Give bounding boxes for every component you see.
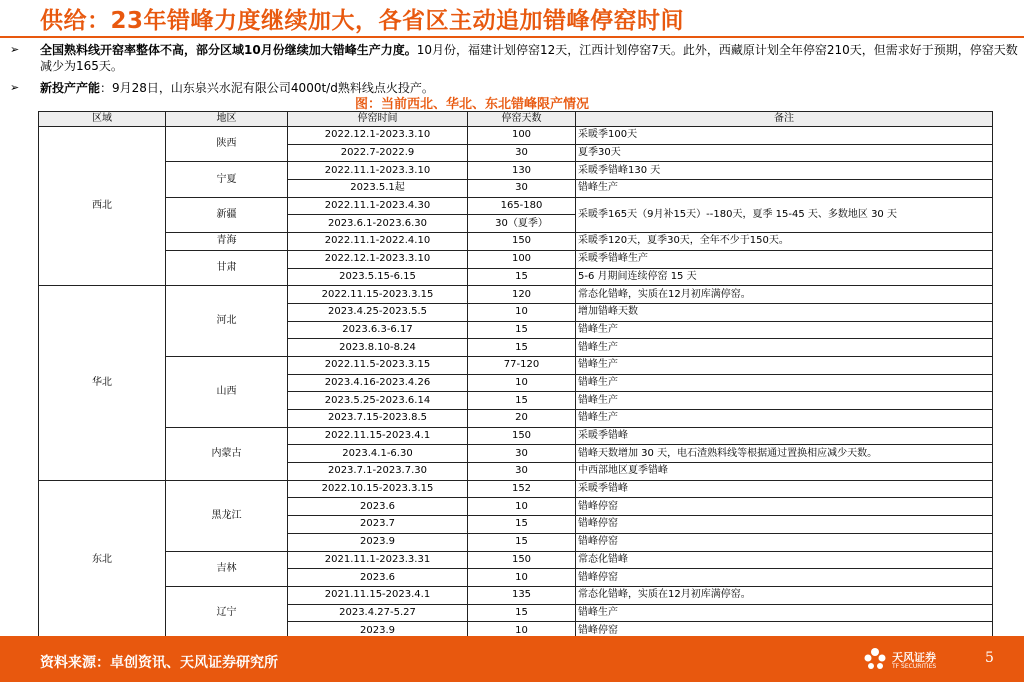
days-cell: 30 xyxy=(468,144,576,162)
flower-logo-icon xyxy=(862,646,888,672)
source-note: 资料来源：卓创资讯、天风证券研究所 xyxy=(40,655,278,671)
note-cell: 常态化错峰，实质在12月初库满停窑。 xyxy=(576,586,993,604)
note-cell: 常态化错峰，实质在12月初库满停窑。 xyxy=(576,286,993,304)
days-cell: 15 xyxy=(468,533,576,551)
time-cell: 2023.4.1-6.30 xyxy=(288,445,468,463)
time-cell: 2023.6 xyxy=(288,498,468,516)
bullet-bold-text: 新投产产能 xyxy=(40,81,101,95)
header-note: 备注 xyxy=(576,112,993,127)
days-cell: 150 xyxy=(468,233,576,251)
bullet-text: ：9月28日，山东泉兴水泥有限公司4000t/d熟料线点火投产。 xyxy=(100,81,434,95)
note-cell: 错峰天数增加 30 天，电石渣熟料线等根据通过置换相应减少天数。 xyxy=(576,445,993,463)
area-cell: 新疆 xyxy=(166,197,288,232)
area-cell: 吉林 xyxy=(166,551,288,586)
table-row xyxy=(39,250,993,268)
header-days: 停窑天数 xyxy=(468,112,576,127)
days-cell: 30（夏季） xyxy=(468,215,576,233)
days-cell: 30 xyxy=(468,463,576,481)
time-cell: 2023.6.3-6.17 xyxy=(288,321,468,339)
days-cell: 150 xyxy=(468,427,576,445)
note-cell: 采暖季错峰 xyxy=(576,427,993,445)
days-cell: 77-120 xyxy=(468,356,576,374)
note-cell: 夏季30天 xyxy=(576,144,993,162)
time-cell: 2022.11.15-2023.3.15 xyxy=(288,286,468,304)
time-cell: 2023.7 xyxy=(288,516,468,534)
note-cell: 常态化错峰 xyxy=(576,551,993,569)
note-cell: 采暖季120天，夏季30天，全年不少于150天。 xyxy=(576,233,993,251)
time-cell: 2023.4.25-2023.5.5 xyxy=(288,303,468,321)
header-time: 停窑时间 xyxy=(288,112,468,127)
note-cell: 错峰生产 xyxy=(576,356,993,374)
days-cell: 30 xyxy=(468,445,576,463)
time-cell: 2021.11.15-2023.4.1 xyxy=(288,586,468,604)
time-cell: 2023.8.10-8.24 xyxy=(288,339,468,357)
time-cell: 2023.9 xyxy=(288,622,468,640)
time-cell: 2023.4.27-5.27 xyxy=(288,604,468,622)
table-row xyxy=(39,356,993,374)
table-row xyxy=(39,286,993,304)
days-cell: 135 xyxy=(468,586,576,604)
header-region: 区域 xyxy=(39,112,166,127)
time-cell: 2023.6.1-2023.6.30 xyxy=(288,215,468,233)
area-cell: 河北 xyxy=(166,286,288,357)
days-cell: 100 xyxy=(468,127,576,145)
note-cell: 错峰停窑 xyxy=(576,622,993,640)
note-cell: 采暖季100天 xyxy=(576,127,993,145)
note-cell: 错峰生产 xyxy=(576,321,993,339)
header-area: 地区 xyxy=(166,112,288,127)
note-cell: 错峰停窑 xyxy=(576,516,993,534)
bullet-bold-text: 全国熟料线开窑率整体不高，部分区域10月份继续加大错峰生产力度。 xyxy=(40,43,417,57)
region-cell: 西北 xyxy=(39,127,166,286)
region-cell: 东北 xyxy=(39,480,166,639)
note-cell: 错峰停窑 xyxy=(576,498,993,516)
page-title: 供给：23年错峰力度继续加大，各省区主动追加错峰停窑时间 xyxy=(40,8,685,34)
time-cell: 2022.11.5-2023.3.15 xyxy=(288,356,468,374)
days-cell: 30 xyxy=(468,180,576,198)
table-row xyxy=(39,233,993,251)
note-cell: 采暖季错峰生产 xyxy=(576,250,993,268)
note-cell: 错峰停窑 xyxy=(576,569,993,587)
days-cell: 15 xyxy=(468,339,576,357)
page-number: 5 xyxy=(985,650,994,666)
bullet-text: 10月份，福建计划停窑12天，江西计划停窑7天。此外，西藏原计划全年停窑210天，但需求好于预期，停窑天数减少为165天。 xyxy=(40,43,1018,73)
days-cell: 150 xyxy=(468,551,576,569)
note-cell: 错峰生产 xyxy=(576,180,993,198)
time-cell: 2023.9 xyxy=(288,533,468,551)
days-cell: 165-180 xyxy=(468,197,576,215)
time-cell: 2021.11.1-2023.3.31 xyxy=(288,551,468,569)
time-cell: 2022.12.1-2023.3.10 xyxy=(288,127,468,145)
note-cell: 错峰停窑 xyxy=(576,533,993,551)
time-cell: 2022.11.1-2023.3.10 xyxy=(288,162,468,180)
note-cell: 错峰生产 xyxy=(576,410,993,428)
brand-logo xyxy=(862,646,952,674)
note-cell: 错峰生产 xyxy=(576,392,993,410)
days-cell: 15 xyxy=(468,392,576,410)
table-row xyxy=(39,127,993,145)
table-row xyxy=(39,586,993,604)
table-body xyxy=(39,127,993,640)
time-cell: 2022.11.1-2022.4.10 xyxy=(288,233,468,251)
time-cell: 2023.5.1起 xyxy=(288,180,468,198)
note-cell: 错峰生产 xyxy=(576,339,993,357)
time-cell: 2022.11.15-2023.4.1 xyxy=(288,427,468,445)
area-cell: 山西 xyxy=(166,356,288,427)
table-row xyxy=(39,551,993,569)
area-cell: 辽宁 xyxy=(166,586,288,639)
days-cell: 10 xyxy=(468,374,576,392)
days-cell: 120 xyxy=(468,286,576,304)
days-cell: 10 xyxy=(468,569,576,587)
area-cell: 黑龙江 xyxy=(166,480,288,551)
time-cell: 2022.11.1-2023.4.30 xyxy=(288,197,468,215)
note-cell: 采暖季错峰130 天 xyxy=(576,162,993,180)
days-cell: 10 xyxy=(468,303,576,321)
footer-bar xyxy=(0,636,1024,682)
logo-subtitle: TF SECURITIES xyxy=(892,663,937,670)
table-row xyxy=(39,480,993,498)
time-cell: 2022.12.1-2023.3.10 xyxy=(288,250,468,268)
arrow-bullet-icon: ➢ xyxy=(10,43,20,56)
area-cell: 陕西 xyxy=(166,127,288,162)
title-divider xyxy=(0,36,1024,38)
table-row xyxy=(39,197,993,215)
time-cell: 2023.4.16-2023.4.26 xyxy=(288,374,468,392)
time-cell: 2022.10.15-2023.3.15 xyxy=(288,480,468,498)
time-cell: 2023.7.1-2023.7.30 xyxy=(288,463,468,481)
note-cell: 错峰生产 xyxy=(576,604,993,622)
area-cell: 内蒙古 xyxy=(166,427,288,480)
days-cell: 20 xyxy=(468,410,576,428)
time-cell: 2023.7.15-2023.8.5 xyxy=(288,410,468,428)
days-cell: 100 xyxy=(468,250,576,268)
area-cell: 青海 xyxy=(166,233,288,251)
table-row xyxy=(39,162,993,180)
table-row xyxy=(39,427,993,445)
note-cell: 采暖季错峰 xyxy=(576,480,993,498)
note-cell: 5-6 月期间连续停窑 15 天 xyxy=(576,268,993,286)
logo-name: 天风证券 xyxy=(892,651,936,664)
days-cell: 10 xyxy=(468,498,576,516)
note-cell: 中西部地区夏季错峰 xyxy=(576,463,993,481)
time-cell: 2022.7-2022.9 xyxy=(288,144,468,162)
days-cell: 15 xyxy=(468,516,576,534)
table-header-row xyxy=(39,112,993,127)
note-cell: 采暖季165天（9月补15天）--180天，夏季 15-45 天、多数地区 30 天 xyxy=(576,197,993,232)
time-cell: 2023.6 xyxy=(288,569,468,587)
arrow-bullet-icon: ➢ xyxy=(10,81,20,94)
days-cell: 15 xyxy=(468,604,576,622)
days-cell: 152 xyxy=(468,480,576,498)
area-cell: 甘肃 xyxy=(166,250,288,285)
region-cell: 华北 xyxy=(39,286,166,481)
days-cell: 15 xyxy=(468,321,576,339)
table-caption: 图：当前西北、华北、东北错峰限产情况 xyxy=(355,97,590,112)
time-cell: 2023.5.25-2023.6.14 xyxy=(288,392,468,410)
time-cell: 2023.5.15-6.15 xyxy=(288,268,468,286)
shutdown-table xyxy=(38,111,993,640)
days-cell: 10 xyxy=(468,622,576,640)
area-cell: 宁夏 xyxy=(166,162,288,197)
note-cell: 错峰生产 xyxy=(576,374,993,392)
days-cell: 15 xyxy=(468,268,576,286)
note-cell: 增加错峰天数 xyxy=(576,303,993,321)
days-cell: 130 xyxy=(468,162,576,180)
